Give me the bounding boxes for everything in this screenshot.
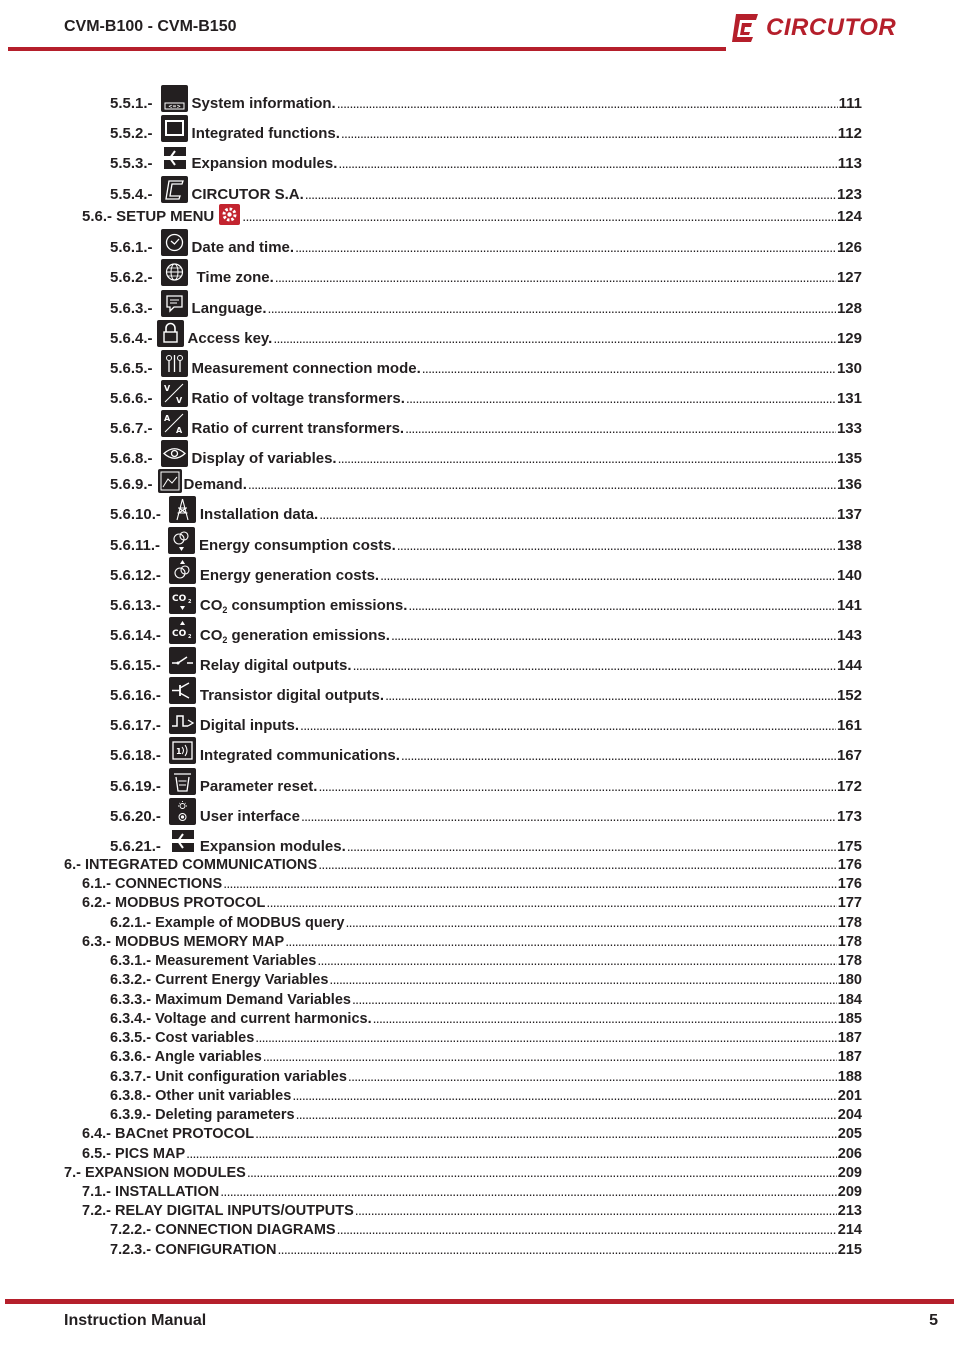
toc-label: Measurement connection mode. <box>191 360 421 377</box>
toc-page: 128 <box>836 300 862 317</box>
leader-dots <box>275 269 836 286</box>
toc-number: 5.6.20.- <box>110 808 161 825</box>
toc-number: 6.3.6.- Angle variables <box>110 1049 262 1065</box>
toc-page: 123 <box>836 186 862 203</box>
toc-page: 167 <box>836 747 862 764</box>
expansion-modules-icon <box>169 828 196 855</box>
toc-page: 141 <box>836 597 862 614</box>
voltage-ratio-icon <box>161 380 188 407</box>
toc-entry[interactable] <box>110 1106 862 1124</box>
toc-page: 126 <box>836 239 862 256</box>
svg-text:A: A <box>163 414 170 423</box>
digital-input-icon <box>169 707 196 734</box>
toc-page: 173 <box>836 808 862 825</box>
page-number: 5 <box>929 1312 938 1329</box>
toc-page: 201 <box>837 1088 862 1104</box>
toc-number: 6.3.5.- Cost variables <box>110 1030 255 1046</box>
toc-number: 6.2.1.- Example of MODBUS query <box>110 915 345 931</box>
toc-number: 5.6.15.- <box>110 657 161 674</box>
leader-dots <box>348 1068 837 1086</box>
toc-number: 6.2.- MODBUS PROTOCOL <box>82 895 266 911</box>
toc-label: Transistor digital outputs. <box>199 687 385 704</box>
toc-page: 214 <box>837 1222 862 1238</box>
document-title: CVM-B100 - CVM-B150 <box>64 18 237 35</box>
toc-entry[interactable] <box>110 1010 862 1028</box>
toc-page: 187 <box>837 1049 862 1065</box>
toc-entry[interactable] <box>110 566 862 584</box>
toc-number: 5.5.3.- <box>110 155 153 172</box>
current-ratio-icon <box>161 410 188 437</box>
toc-page: 152 <box>836 687 862 704</box>
leader-dots <box>341 125 837 142</box>
toc-number: 7.1.- INSTALLATION <box>82 1184 220 1200</box>
demand-icon <box>158 469 182 493</box>
toc-number: 7.2.- RELAY DIGITAL INPUTS/OUTPUTS <box>82 1203 354 1219</box>
toc-page: 136 <box>836 476 862 493</box>
toc-page: 172 <box>836 778 862 795</box>
toc-entry[interactable] <box>110 238 862 256</box>
leader-dots <box>305 186 836 203</box>
toc-number: 5.6.6.- <box>110 390 153 407</box>
toc-label: Time zone. <box>196 269 274 286</box>
toc-number: 6.3.9.- Deleting parameters <box>110 1107 295 1123</box>
leader-dots <box>301 808 836 825</box>
toc-number: 5.6.21.- <box>110 838 161 855</box>
leader-dots <box>255 1029 837 1047</box>
toc-number: 5.6.18.- <box>110 747 161 764</box>
toc-label: Energy consumption costs. <box>199 537 396 554</box>
toc-entry[interactable] <box>110 1221 862 1239</box>
system-information-icon <box>161 85 188 112</box>
toc-page: 111 <box>838 95 862 112</box>
leader-dots <box>405 420 836 437</box>
toc-number: 5.5.1.- <box>110 95 153 112</box>
toc-page: 178 <box>837 915 862 931</box>
toc-page: 188 <box>837 1069 862 1085</box>
toc-entry[interactable] <box>82 1202 862 1220</box>
svg-text:V: V <box>175 396 182 405</box>
svg-text:2: 2 <box>187 599 192 605</box>
leader-dots <box>186 1145 837 1163</box>
toc-label: Demand. <box>183 476 247 493</box>
toc-label: Installation data. <box>199 506 319 523</box>
leader-dots <box>317 952 836 970</box>
eye-icon <box>161 440 188 467</box>
integrated-functions-icon <box>161 115 188 142</box>
toc-number: 5.5.2.- <box>110 125 153 142</box>
toc-page: 175 <box>836 838 862 855</box>
leader-dots <box>352 991 837 1009</box>
toc-label: Parameter reset. <box>199 778 318 795</box>
toc-page: 138 <box>836 537 862 554</box>
toc-entry[interactable] <box>110 185 862 203</box>
toc-label: Ratio of voltage transformers. <box>191 390 405 407</box>
footer-label: Instruction Manual <box>64 1312 207 1329</box>
toc-label: Access key. <box>187 330 273 347</box>
toc-number: 6.3.- MODBUS MEMORY MAP <box>82 934 285 950</box>
toc-entry[interactable] <box>110 414 862 437</box>
toc-page: 144 <box>836 657 862 674</box>
leader-dots <box>247 1164 837 1182</box>
leader-dots <box>318 778 836 795</box>
toc-entry[interactable] <box>82 933 862 951</box>
toc-label: Display of variables. <box>191 450 337 467</box>
leader-dots <box>296 1106 837 1124</box>
communications-icon <box>169 737 196 764</box>
co2-down-icon <box>169 587 196 614</box>
toc-page: 177 <box>837 895 862 911</box>
toc-page: 178 <box>837 934 862 950</box>
toc-page: 187 <box>837 1030 862 1046</box>
toc-number: 5.6.14.- <box>110 627 161 644</box>
leader-dots <box>338 450 836 467</box>
toc-entry[interactable] <box>110 505 862 523</box>
toc-page: 209 <box>837 1184 862 1200</box>
toc-page: 113 <box>837 155 862 172</box>
toc-number: 6.- INTEGRATED COMMUNICATIONS <box>64 857 318 873</box>
svg-text:<=>: <=> <box>167 104 181 110</box>
leader-dots <box>345 914 836 932</box>
leader-dots <box>355 1202 837 1220</box>
logo-text: CIRCUTOR <box>766 14 897 41</box>
toc-number: 5.6.11.- <box>110 537 161 554</box>
toc-entry[interactable] <box>110 268 862 286</box>
leader-dots <box>242 208 836 225</box>
toc-label: $CO_2$ consumption emissions. <box>199 597 408 615</box>
speech-bubble-icon <box>161 290 188 317</box>
leader-dots <box>273 330 836 347</box>
toc-page: 140 <box>836 567 862 584</box>
toc-page: 137 <box>836 506 862 523</box>
toc-page: 143 <box>836 627 862 644</box>
coins-up-icon <box>169 557 196 584</box>
toc-entry[interactable] <box>110 1087 862 1105</box>
toc-entry[interactable] <box>82 1145 862 1163</box>
toc-entry[interactable] <box>110 384 862 407</box>
coins-down-icon <box>168 527 195 554</box>
toc-label: Expansion modules. <box>199 838 346 855</box>
leader-dots <box>278 1241 837 1259</box>
toc-number: 5.6.7.- <box>110 420 153 437</box>
toc-entry[interactable] <box>110 1048 862 1066</box>
expansion-modules-icon <box>161 145 188 172</box>
toc-number: 7.2.2.- CONNECTION DIAGRAMS <box>110 1222 336 1238</box>
leader-dots <box>380 567 836 584</box>
toc-number: 5.6.19.- <box>110 778 161 795</box>
toc-entry[interactable] <box>64 1164 862 1182</box>
brightness-icon <box>169 798 196 825</box>
svg-text:1: 1 <box>175 747 182 756</box>
toc-entry[interactable] <box>110 837 862 855</box>
toc-entry[interactable] <box>110 475 862 493</box>
toc-entry[interactable] <box>110 124 862 142</box>
reset-bin-icon <box>169 768 196 795</box>
toc-number: 5.6.13.- <box>110 597 161 614</box>
leader-dots <box>385 687 836 704</box>
toc-number: 6.5.- PICS MAP <box>82 1146 186 1162</box>
leader-dots <box>300 717 836 734</box>
toc-number: 5.6.- SETUP MENU <box>82 208 215 225</box>
leader-dots <box>338 155 836 172</box>
leader-dots <box>266 894 836 912</box>
toc-entry[interactable] <box>110 1029 862 1047</box>
toc-label: CIRCUTOR S.A. <box>191 186 304 203</box>
clock-icon <box>161 229 188 256</box>
toc-number: 5.6.5.- <box>110 360 153 377</box>
toc-page: 180 <box>837 972 862 988</box>
toc-label: System information. <box>191 95 336 112</box>
toc-entry[interactable] <box>110 449 862 467</box>
toc-number: 5.6.8.- <box>110 450 153 467</box>
toc-entry[interactable] <box>110 807 862 825</box>
toc-page: 112 <box>837 125 862 142</box>
toc-entry[interactable] <box>64 856 862 874</box>
leader-dots <box>401 747 836 764</box>
toc-entry[interactable] <box>110 536 862 554</box>
co2-up-icon <box>169 617 196 644</box>
toc-page: 213 <box>837 1203 862 1219</box>
toc-entry[interactable] <box>110 626 862 644</box>
leader-dots <box>248 476 836 493</box>
toc-entry[interactable] <box>110 716 862 734</box>
leader-dots <box>319 506 836 523</box>
toc-label: Expansion modules. <box>191 155 338 172</box>
svg-text:2: 2 <box>187 634 192 640</box>
toc-page: 133 <box>836 420 862 437</box>
toc-number: 6.3.3.- Maximum Demand Variables <box>110 992 351 1008</box>
toc-page: 127 <box>836 269 862 286</box>
toc-entry[interactable] <box>110 746 862 764</box>
footer-rule <box>5 1299 954 1304</box>
leader-dots <box>268 300 836 317</box>
toc-entry[interactable] <box>110 952 862 970</box>
toc-page: 204 <box>837 1107 862 1123</box>
toc-entry[interactable] <box>110 299 862 317</box>
toc-entry[interactable] <box>82 894 862 912</box>
leader-dots <box>373 1010 837 1028</box>
toc-entry[interactable] <box>82 207 862 225</box>
toc-page: 205 <box>837 1126 862 1142</box>
toc-label: Relay digital outputs. <box>199 657 352 674</box>
leader-dots <box>220 1183 837 1201</box>
toc-entry[interactable] <box>110 596 862 614</box>
toc-entry[interactable] <box>110 991 862 1009</box>
leader-dots <box>223 875 837 893</box>
leader-dots <box>353 657 836 674</box>
toc-number: 6.3.7.- Unit configuration variables <box>110 1069 347 1085</box>
toc-number: 5.5.4.- <box>110 186 153 203</box>
toc-number: 5.6.17.- <box>110 717 161 734</box>
toc-entry[interactable] <box>110 686 862 704</box>
toc-entry[interactable] <box>110 914 862 932</box>
toc-number: 5.6.12.- <box>110 567 161 584</box>
toc-entry[interactable] <box>110 777 862 795</box>
toc-page: 215 <box>837 1242 862 1258</box>
leader-dots <box>263 1048 837 1066</box>
tower-icon <box>169 496 196 523</box>
toc-entry[interactable] <box>110 359 862 377</box>
toc-page: 131 <box>836 390 862 407</box>
toc-number: 6.3.1.- Measurement Variables <box>110 953 317 969</box>
toc-number: 5.6.3.- <box>110 300 153 317</box>
toc-page: 176 <box>837 857 862 873</box>
toc-entry[interactable] <box>82 1183 862 1201</box>
leader-dots <box>422 360 836 377</box>
toc-number: 6.3.8.- Other unit variables <box>110 1088 292 1104</box>
leader-dots <box>408 597 836 614</box>
toc-number: 5.6.1.- <box>110 239 153 256</box>
gear-icon <box>219 204 240 225</box>
toc-number: 5.6.10.- <box>110 506 161 523</box>
leader-dots <box>391 627 836 644</box>
toc-page: 176 <box>837 876 862 892</box>
toc-entry[interactable] <box>110 1241 862 1259</box>
toc-page: 185 <box>837 1011 862 1027</box>
toc-page: 129 <box>836 330 862 347</box>
toc-page: 178 <box>837 953 862 969</box>
toc-label: Integrated communications. <box>199 747 400 764</box>
connection-mode-icon <box>161 350 188 377</box>
leader-dots <box>397 537 836 554</box>
toc-number: 6.3.2.- Current Energy Variables <box>110 972 329 988</box>
toc-number: 5.6.9.- <box>110 476 153 493</box>
leader-dots <box>406 390 836 407</box>
svg-text:CO: CO <box>171 594 187 604</box>
svg-text:A: A <box>175 426 182 435</box>
leader-dots <box>337 1221 837 1239</box>
toc-entry[interactable] <box>110 971 862 989</box>
toc-page: 184 <box>837 992 862 1008</box>
toc-label: Integrated functions. <box>191 125 340 142</box>
toc-number: 6.1.- CONNECTIONS <box>82 876 223 892</box>
toc-page: 209 <box>837 1165 862 1181</box>
toc-label: Language. <box>191 300 267 317</box>
toc-entry[interactable] <box>110 1068 862 1086</box>
toc-entry[interactable] <box>110 656 862 674</box>
lock-icon <box>157 320 184 347</box>
toc-page: 206 <box>837 1146 862 1162</box>
leader-dots <box>347 838 836 855</box>
toc-label: Digital inputs. <box>199 717 300 734</box>
toc-number: 5.6.16.- <box>110 687 161 704</box>
toc-number: 6.3.4.- Voltage and current harmonics. <box>110 1011 372 1027</box>
leader-dots <box>337 95 838 112</box>
svg-text:CO: CO <box>171 629 187 639</box>
toc-page: 161 <box>836 717 862 734</box>
toc-number: 7.- EXPANSION MODULES <box>64 1165 246 1181</box>
toc-label: $CO_2$ generation emissions. <box>199 627 390 645</box>
leader-dots <box>295 239 836 256</box>
toc-label: User interface <box>199 808 300 825</box>
transistor-icon <box>169 677 196 704</box>
toc-entry[interactable] <box>82 1125 862 1143</box>
leader-dots <box>318 856 837 874</box>
toc-number: 7.2.3.- CONFIGURATION <box>110 1242 277 1258</box>
toc-page: 130 <box>836 360 862 377</box>
svg-text:V: V <box>163 384 170 393</box>
relay-icon <box>169 647 196 674</box>
circutor-icon <box>161 176 188 203</box>
toc-entry[interactable] <box>110 94 862 112</box>
toc-label: Date and time. <box>191 239 295 256</box>
toc-label: Energy generation costs. <box>199 567 380 584</box>
toc-number: 5.6.2.- <box>110 269 153 286</box>
toc-number: 5.6.4.- <box>110 330 153 347</box>
globe-icon <box>161 259 188 286</box>
leader-dots <box>285 933 837 951</box>
leader-dots <box>329 971 836 989</box>
toc-number: 6.4.- BACnet PROTOCOL <box>82 1126 255 1142</box>
toc-entry[interactable] <box>110 329 862 347</box>
toc-page: 135 <box>836 450 862 467</box>
leader-dots <box>255 1125 837 1143</box>
toc-entry[interactable] <box>82 875 862 893</box>
toc-page: 124 <box>836 208 862 225</box>
leader-dots <box>292 1087 836 1105</box>
toc-entry[interactable] <box>110 154 862 172</box>
toc-label: Ratio of current transformers. <box>191 420 405 437</box>
